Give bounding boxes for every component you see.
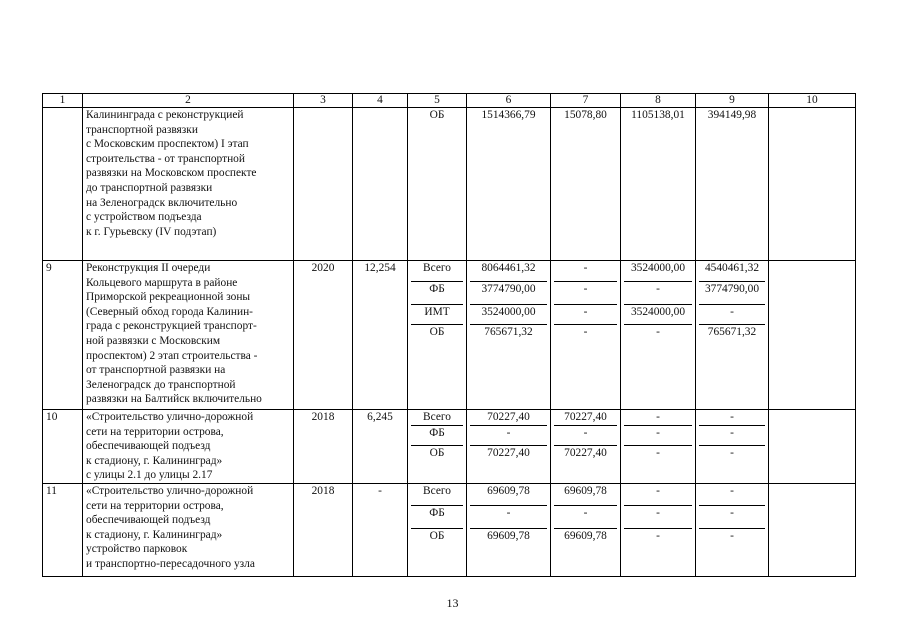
object-description-cell: Реконструкция II очереди Кольцевого маршрута в районе Приморской рекреационной зоны (Северный обход города Калинин- града с реконструкцией транспорт- ной развязки с Московским проспектом) 2 этап строительства - от транспортной развязки на Зеленоградск до транспортной развязки на Балтийск включительно [83,261,294,410]
note-cell [769,410,856,484]
amount-col9: 4540461,32 [699,261,765,282]
amount-col9-cell [696,261,769,410]
row-number-cell: 11 [43,484,83,577]
length-cell: - [353,484,408,577]
table-row [43,108,856,261]
header-cell: 4 [353,94,408,108]
amount-col6: 8064461,32 [470,261,547,282]
header-cell: 6 [467,94,551,108]
header-cell: 2 [83,94,294,108]
amount-col6: - [470,506,547,529]
amount-col6-cell [467,261,551,410]
amount-col7-cell [551,261,621,410]
amount-col9: - [699,426,765,446]
row-number-cell [43,108,83,261]
funding-source: ФБ [411,506,463,529]
year-cell: 2018 [294,484,353,577]
amount-col9-cell [696,484,769,577]
table-row [43,410,856,484]
amount-col6: 70227,40 [470,410,547,426]
funding-source: Всего [411,410,463,426]
funding-source: Всего [411,261,463,282]
table-row [43,261,856,410]
funding-source: ФБ [411,426,463,446]
amount-col8: - [624,282,692,305]
amount-col6: 69609,78 [470,484,547,506]
header-cell: 5 [408,94,467,108]
amount-col9: - [699,506,765,529]
amount-col9: 3774790,00 [699,282,765,305]
amount-col8: - [656,326,660,338]
amount-col8: - [656,447,660,459]
amount-col6: 70227,40 [487,447,530,459]
header-cell: 8 [621,94,696,108]
amount-col8-cell [621,484,696,577]
amount-col9: 765671,32 [707,326,757,338]
amount-col8-cell [621,261,696,410]
amount-col6: 765671,32 [484,326,533,338]
amount-col9-cell [696,410,769,484]
note-cell [769,108,856,261]
amount-col6: 3774790,00 [470,282,547,305]
amount-col8: - [624,484,692,506]
amount-col7: 69609,78 [564,530,607,542]
amount-col8: - [624,506,692,529]
amount-col6: 1514366,79 [481,109,536,121]
amount-col8-cell [621,108,696,261]
amount-col8-cell [621,410,696,484]
amount-col9-cell [696,108,769,261]
funding-source: ОБ [429,447,445,459]
funding-source: ОБ [429,109,445,121]
page-number: 13 [446,596,459,610]
year-cell: 2020 [294,261,353,410]
funding-source-cell [408,261,467,410]
header-cell: 3 [294,94,353,108]
note-cell [769,484,856,577]
header-cell: 1 [43,94,83,108]
length-cell: 6,245 [353,410,408,484]
amount-col9: - [699,305,765,325]
amount-col6: 3524000,00 [470,305,547,325]
table-row [43,484,856,577]
amount-col7-cell [551,108,621,261]
amount-col7: - [554,426,617,446]
amount-col6: - [470,426,547,446]
amount-col7: 70227,40 [564,447,607,459]
object-description-cell: «Строительство улично-дорожной сети на территории острова, обеспечивающей подъезд к стадиону, г. Калининград» устройство парковок и транспортно-пересадочного узла [83,484,294,577]
row-number-cell: 9 [43,261,83,410]
amount-col7-cell [551,410,621,484]
amount-col7: 70227,40 [554,410,617,426]
funding-table [42,93,856,577]
amount-col9: - [699,484,765,506]
funding-source: ОБ [429,326,445,338]
funding-source: ФБ [411,282,463,305]
header-cell: 9 [696,94,769,108]
amount-col8: - [624,426,692,446]
year-cell: 2018 [294,410,353,484]
amount-col7: 15078,80 [564,109,607,121]
length-cell [353,108,408,261]
amount-col9: - [730,447,734,459]
object-description-cell: Калининграда с реконструкцией транспортной развязки с Московским проспектом) I этап строительства - от транспортной развязки на Московском проспекте до транспортной развязки на Зеленоградск включительно с устройством подъезда к г. Гурьевску (IV подэтап) [83,108,294,261]
amount-col7: - [583,326,588,338]
note-cell [769,261,856,410]
amount-col8: 3524000,00 [624,305,692,325]
funding-source: Всего [411,484,463,506]
amount-col7: - [554,261,617,282]
amount-col7-cell [551,484,621,577]
year-cell [294,108,353,261]
amount-col7: 69609,78 [554,484,617,506]
amount-col8: - [624,410,692,426]
funding-source-cell [408,484,467,577]
funding-source-cell [408,108,467,261]
column-number-header-row [43,94,856,108]
amount-col8: 3524000,00 [624,261,692,282]
amount-col9: 394149,98 [707,109,757,121]
funding-source: ИМТ [411,305,463,325]
object-description-cell: «Строительство улично-дорожной сети на территории острова, обеспечивающей подъезд к стадиону, г. Калининград» с улицы 2.1 до улицы 2.17 [83,410,294,484]
amount-col6: 69609,78 [487,530,530,542]
funding-source-cell [408,410,467,484]
length-cell: 12,254 [353,261,408,410]
amount-col9: - [699,410,765,426]
amount-col7: - [554,282,617,305]
amount-col6-cell [467,484,551,577]
amount-col7: - [554,506,617,529]
amount-col8: 1105138,01 [631,109,685,121]
funding-source: ОБ [429,530,445,542]
amount-col9: - [730,530,734,542]
amount-col7: - [554,305,617,325]
amount-col6-cell [467,410,551,484]
amount-col8: - [656,530,660,542]
header-cell: 10 [769,94,856,108]
amount-col6-cell [467,108,551,261]
header-cell: 7 [551,94,621,108]
row-number-cell: 10 [43,410,83,484]
